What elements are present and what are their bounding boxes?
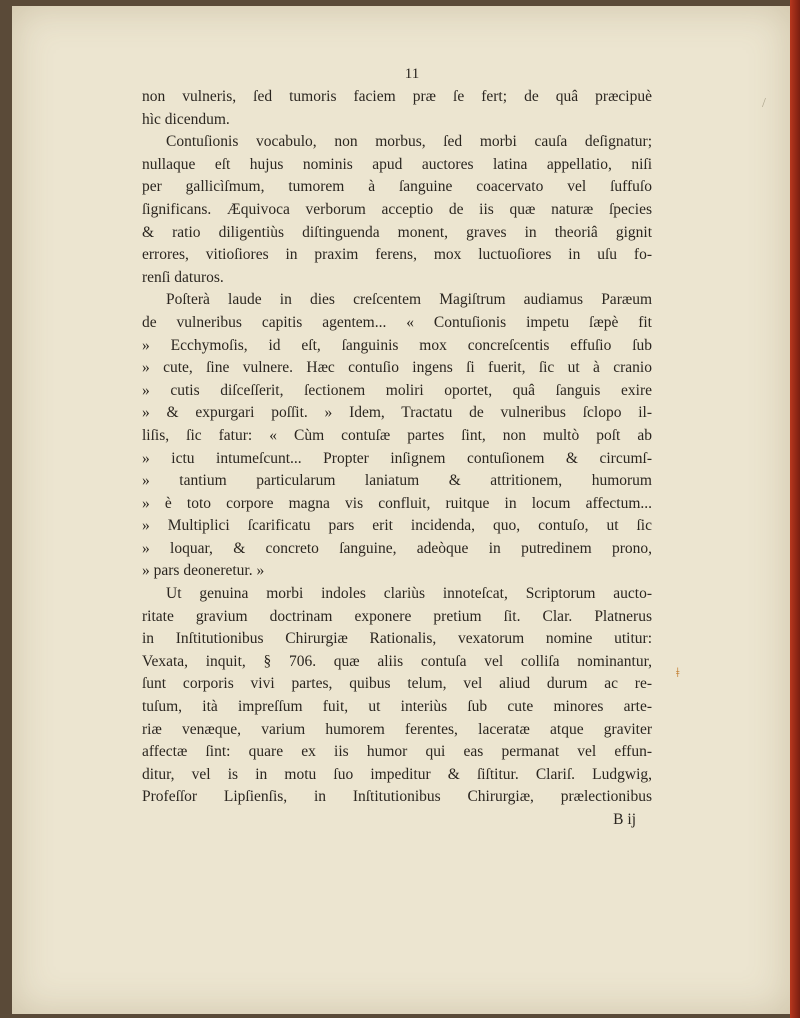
text-line: » cute, ſine vulnere. Hæc contuſio ingens ſi fuerit, ſic ut à cranio xyxy=(142,359,652,377)
text-line: affectæ ſint: quare ex iis humor qui eas permanat vel effun- xyxy=(142,743,652,761)
text-line: » Multiplici ſcarificatu pars erit incidenda, quo, contuſo, ut ſic xyxy=(142,517,652,535)
margin-mark: / xyxy=(762,96,766,111)
text-line: » cutis diſceſſerit, ſectionem moliri oportet, quâ ſanguis exire xyxy=(142,381,652,399)
text-line: Profeſſor Lipſienſis, in Inſtitutionibus Chirurgiæ, prælectionibus xyxy=(142,788,652,806)
text-line: errores, vitioſiores in praxim ferens, mox luctuoſiores in uſu fo- xyxy=(142,246,652,264)
text-line: liſis, ſic fatur: « Cùm contuſæ partes ſint, non multò poſt ab xyxy=(142,426,652,444)
text-line: Ut genuina morbi indoles clariùs innoteſcat, Scriptorum aucto- xyxy=(166,585,652,603)
text-line: tuſum, ità impreſſum fuit, ut interiùs ſub cute minores arte- xyxy=(142,698,652,716)
text-line: in Inſtitutionibus Chirurgiæ Rationalis, vexatorum nomine utitur: xyxy=(142,630,652,648)
text-line: » loquar, & concreto ſanguine, adeòque in putredinem prono, xyxy=(142,539,652,557)
text-line: » è toto corpore magna vis confluit, ruitque in locum affectum... xyxy=(142,494,652,512)
text-line: per gallicìſmum, tumorem à ſanguine coacervato vel ſuffuſo xyxy=(142,178,652,196)
text-line: Poſterà laude in dies creſcentem Magiſtrum audiamus Paræum xyxy=(166,291,652,309)
text-line: » Ecchymoſis, id eſt, ſanguinis mox concreſcentis effuſio ſub xyxy=(142,336,652,354)
text-line: riæ venæque, varium humorem ferentes, laceratæ atque graviter xyxy=(142,720,652,738)
text-line: de vulneribus capitis agentem... « Contuſionis impetu ſæpè fit xyxy=(142,313,652,331)
text-line: » & expurgari poſſit. » Idem, Tractatu de vulneribus ſclopo il- xyxy=(142,404,652,422)
text-line: nullaque eſt hujus nominis apud auctores latina appellatio, niſi xyxy=(142,155,652,173)
text-line: hìc dicendum. xyxy=(142,110,230,128)
text-line: non vulneris, ſed tumoris faciem præ ſe fert; de quâ præcipuè xyxy=(142,88,652,105)
text-line: ſignificans. Æquivoca verborum acceptio de iis quæ naturæ ſpecies xyxy=(142,200,652,218)
printer-signature: B ij xyxy=(613,811,636,828)
text-line: & ratio diligentiùs diſtinguenda monent, graves in theoriâ gignit xyxy=(142,223,652,241)
page-number: 11 xyxy=(404,66,420,82)
text-line: ritate gravium doctrinam exponere pretium ſit. Clar. Platnerus xyxy=(142,607,652,625)
text-line: » pars deoneretur. » xyxy=(142,562,265,580)
page-edge xyxy=(790,0,800,1018)
text-line: Vexata, inquit, § 706. quæ aliis contuſa vel colliſa nominantur, xyxy=(142,652,652,670)
text-line: » ictu intumeſcunt... Propter inſignem contuſionem & circumſ- xyxy=(142,449,652,467)
text-line: renſi daturos. xyxy=(142,268,224,286)
text-line: » tantium particularum laniatum & attritionem, humorum xyxy=(142,472,652,490)
margin-stain: ǂ xyxy=(676,666,680,681)
text-line: Contuſionis vocabulo, non morbus, ſed morbi cauſa deſignatur; xyxy=(166,133,652,151)
page-text xyxy=(142,64,652,832)
text-line: ſunt corporis vivi partes, quibus telum, vel aliud durum ac re- xyxy=(142,675,652,693)
text-line: ditur, vel is in motu ſuo impeditur & ſiſtitur. Clariſ. Ludgwig, xyxy=(142,765,652,783)
